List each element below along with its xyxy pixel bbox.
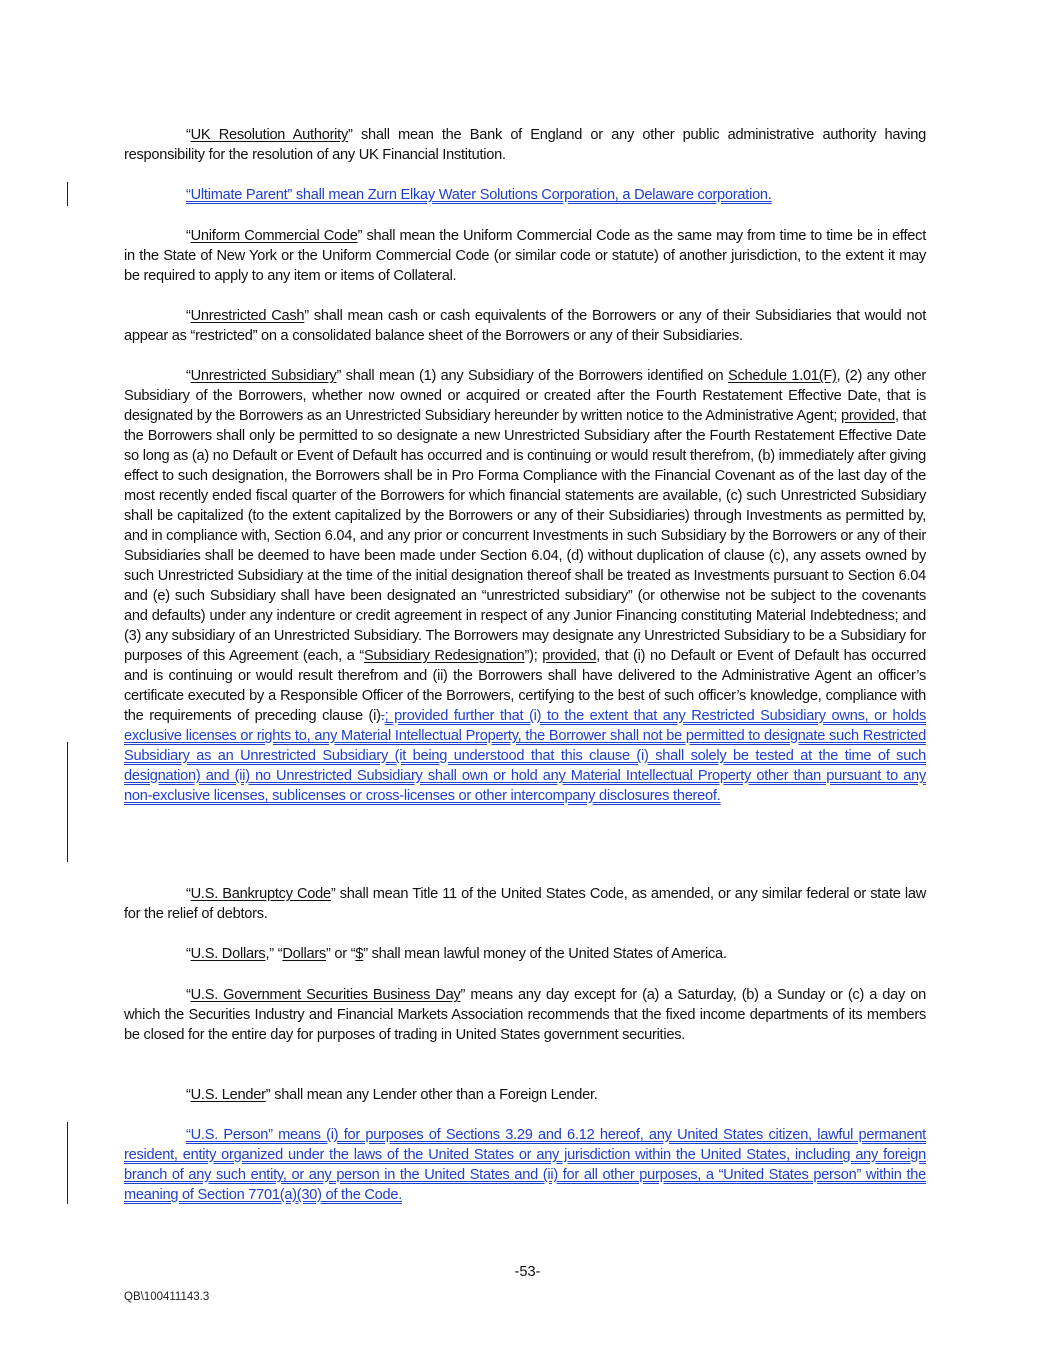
definition-uk-resolution-authority: “UK Resolution Authority” shall mean the Bank of England or any other public administrative authority having responsibility for the resolution of any UK Financial Institution.	[124, 127, 926, 163]
defined-term: Unrestricted Subsidiary	[190, 368, 337, 384]
provided-term: provided	[841, 408, 896, 424]
defined-term: Unrestricted Cash	[190, 308, 305, 324]
defined-term: Subsidiary Redesignation	[364, 648, 525, 664]
defined-term: U.S. Bankruptcy Code	[190, 886, 331, 902]
definition-unrestricted-subsidiary: “Unrestricted Subsidiary” shall mean (1) any Subsidiary of the Borrowers identified on Schedule 1.01(F), (2) any other Subsidiary of the Borrowers, whether now owned or acquired or created after the Fourth Restatement Effective Date, that is designated by the Borrowers as an Unrestricted Subsidiary hereunder by written notice to the Administrative Agent; provided, that the Borrowers shall only be permitted to so designate a new Unrestricted Subsidiary after the Fourth Restatement Effective Date so long as (a) no Default or Event of Default has occurred and is continuing or would result therefrom, (b) immediately after giving effect to such designation, the Borrowers shall be in Pro Forma Compliance with the Financial Covenant as of the last day of the most recently ended fiscal quarter of the Borrowers for which financial statements are available, (c) such Unrestricted Subsidiary shall be capitalized (to the extent capitalized by the Borrowers or any of their Subsidiaries) through Investments as permitted by, and in compliance with, Section 6.04, and any prior or concurrent Investments in such Subsidiary by the Borrowers or any of their Subsidiaries shall be deemed to have been made under Section 6.04, (d) without duplication of clause (c), any assets owned by such Unrestricted Subsidiary at the time of the initial designation thereof shall be treated as Investments pursuant to Section 6.04 and (e) such Subsidiary shall have been designated an “unrestricted subsidiary” (or otherwise not be subject to the covenants and defaults) under any indenture or credit agreement in respect of any Junior Financing constituting Material Indebtedness; and (3) any subsidiary of an Unrestricted Subsidiary. The Borrowers may designate any Unrestricted Subsidiary to be a Subsidiary for purposes of this Agreement (each, a “Subsidiary Redesignation”); provided, that (i) no Default or Event of Default has occurred and is continuing or would result therefrom and (ii) the Borrowers shall have delivered to the Administrative Agent an officer’s certificate executed by a Responsible Officer of the Borrowers, certifying to the best of such officer’s knowledge, compliance with the requirements of preceding clause (i).; provided further that (i) to the extent that any Restricted Subsidiary owns, or holds exclusive licenses or rights to, any Material Intellectual Property, the Borrower shall not be permitted to designate such Restricted Subsidiary as an Unrestricted Subsidiary (it being understood that this clause (i) shall solely be tested at the time of such designation) and (ii) no Unrestricted Subsidiary shall own or hold any Material Intellectual Property other than pursuant to any non-exclusive licenses, sublicenses or cross-licenses or other intercompany disclosures thereof.	[124, 368, 927, 804]
page-number: -53-	[514, 1264, 541, 1280]
definition-us-dollars: “U.S. Dollars,” “Dollars” or “$” shall mean lawful money of the United States of America.	[186, 946, 727, 962]
definition-ultimate-parent	[124, 185, 926, 205]
change-bar	[67, 1122, 68, 1204]
defined-term: UK Resolution Authority	[190, 127, 349, 143]
inserted-text: ; provided further that (i) to the extent that any Restricted Subsidiary owns, or holds exclusive licenses or rights to, any Material Intellectual Property, the Borrower shall not be permitted to designate such Restricted Subsidiary as an Unrestricted Subsidiary (it being understood that this clause (i) shall solely be tested at the time of such designation) and (ii) no Unrestricted Subsidiary shall own or hold any Material Intellectual Property other than pursuant to any non-exclusive licenses, sublicenses or cross-licenses or other intercompany disclosures thereof.	[124, 708, 926, 804]
definition-unrestricted-cash: “Unrestricted Cash” shall mean cash or cash equivalents of the Borrowers or any of their Subsidiaries that would not appear as “restricted” on a consolidated balance sheet of the Borrowers or any of their Subsidiaries.	[124, 308, 926, 344]
definition-us-government-securities-business-day: “U.S. Government Securities Business Day” means any day except for (a) a Saturday, (b) a Sunday or (c) a day on which the Securities Industry and Financial Markets Association recommends that the fixed income departments of its members be closed for the entire day for purposes of trading in United States government securities.	[124, 987, 926, 1043]
definition-us-person	[124, 1125, 926, 1205]
deleted-text: .	[380, 708, 385, 724]
change-bar	[67, 742, 68, 862]
defined-term: $	[355, 946, 364, 962]
defined-term: Dollars	[282, 946, 326, 962]
definition-uniform-commercial-code: “Uniform Commercial Code” shall mean the Uniform Commercial Code as the same may from time to time be in effect in the State of New York or the Uniform Commercial Code (or similar code or statute) of another jurisdiction, to the extent it may be required to apply to any item or items of Collateral.	[124, 228, 926, 284]
defined-term: U.S. Lender	[190, 1087, 266, 1103]
definition-us-bankruptcy-code: “U.S. Bankruptcy Code” shall mean Title 11 of the United States Code, as amended, or any similar federal or state law for the relief of debtors.	[124, 886, 926, 922]
defined-term: Uniform Commercial Code	[190, 228, 358, 244]
defined-term: U.S. Dollars	[190, 946, 266, 962]
document-id: QB\100411143.3	[124, 1291, 210, 1303]
schedule-reference: Schedule 1.01(F)	[727, 368, 837, 384]
change-bar	[67, 182, 68, 206]
definition-us-lender: “U.S. Lender” shall mean any Lender other than a Foreign Lender.	[186, 1087, 598, 1103]
inserted-text: “Ultimate Parent” shall mean Zurn Elkay Water Solutions Corporation, a Delaware corporation.	[186, 187, 772, 203]
provided-term: provided	[542, 648, 597, 664]
defined-term: U.S. Government Securities Business Day	[190, 987, 461, 1003]
inserted-text: “U.S. Person” means (i) for purposes of Sections 3.29 and 6.12 hereof, any United States citizen, lawful permanent resident, entity organized under the laws of the United States or any jurisdiction within the United States, including any foreign branch of any such entity, or any person in the United States and (ii) for all other purposes, a “United States person” within the meaning of Section 7701(a)(30) of the Code.	[124, 1127, 926, 1203]
